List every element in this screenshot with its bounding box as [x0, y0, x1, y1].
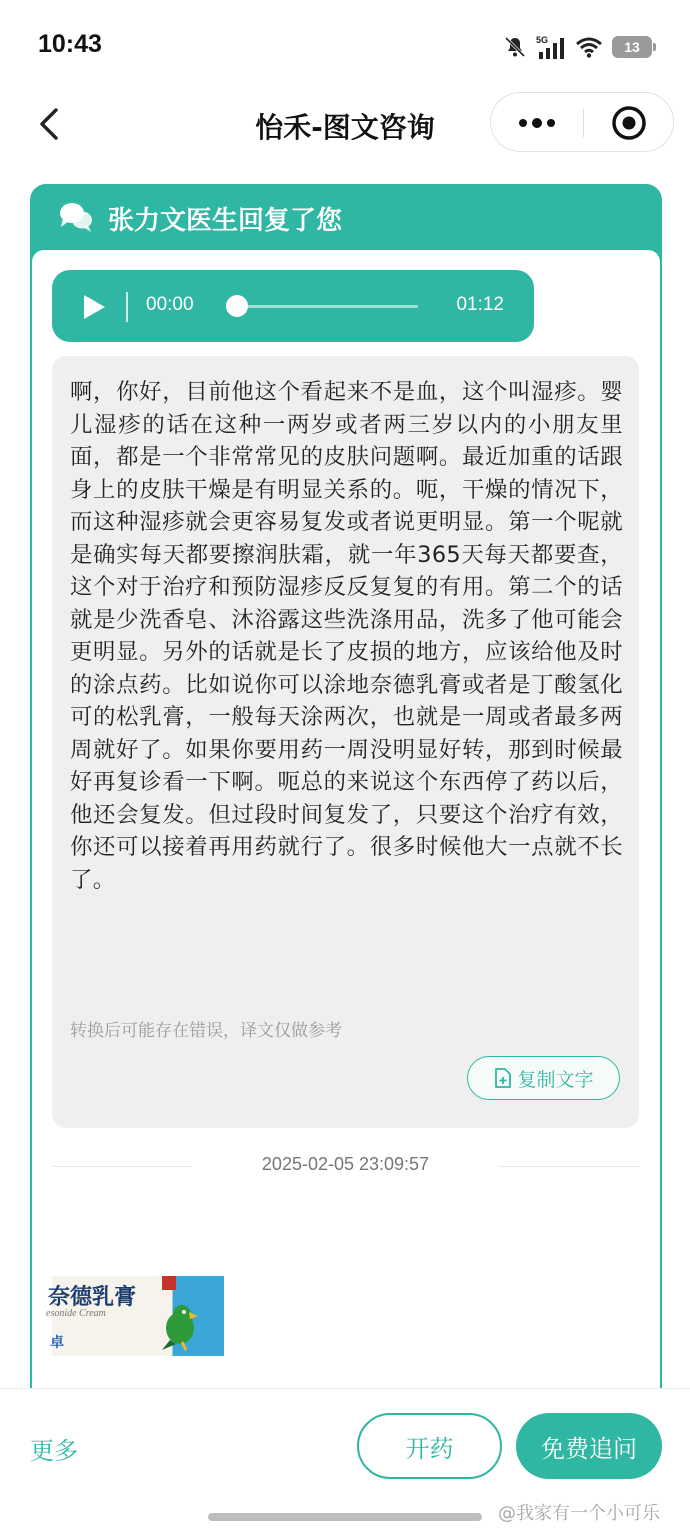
svg-text:5G: 5G: [536, 35, 549, 45]
chat-bubbles-icon: [58, 200, 94, 234]
nav-bar: [0, 92, 690, 158]
message-timestamp-row: [52, 1152, 639, 1182]
card-title: 张力文医生回复了您: [108, 206, 343, 236]
audio-duration: 01:12: [456, 294, 504, 315]
card-body: [32, 250, 660, 1420]
bottom-action-bar: [0, 1388, 690, 1533]
copy-text-button[interactable]: [467, 1056, 620, 1100]
doctor-reply-card: [30, 184, 662, 1414]
message-timestamp: 2025-02-05 23:09:57: [261, 1154, 430, 1174]
home-indicator[interactable]: [208, 1513, 482, 1521]
transcript-box: [52, 356, 639, 1128]
more-link[interactable]: 更多: [30, 1437, 78, 1465]
card-header: [30, 184, 662, 250]
audio-track[interactable]: [232, 305, 418, 308]
free-followup-button[interactable]: 免费追问: [516, 1413, 662, 1479]
status-icons: [503, 32, 652, 62]
audio-separator: [126, 292, 128, 322]
medicine-photo[interactable]: [46, 1276, 224, 1356]
medicine-photo-subtitle: esonide Cream: [46, 1308, 106, 1319]
copy-document-icon: [493, 1067, 513, 1089]
medicine-photo-name: 奈德乳膏: [48, 1284, 137, 1310]
timestamp-divider-right: [499, 1166, 639, 1167]
wifi-icon: [575, 36, 603, 58]
status-bar: [0, 0, 690, 92]
copy-text-label: 复制文字: [517, 1068, 594, 1091]
medicine-rx-mark: [162, 1276, 176, 1290]
parrot-logo-icon: [152, 1300, 208, 1352]
audio-current-time: 00:00: [146, 294, 194, 315]
miniprogram-capsule: [490, 92, 674, 152]
more-dots-icon[interactable]: [515, 107, 559, 139]
play-icon[interactable]: [82, 294, 106, 320]
audio-seek-knob[interactable]: [226, 295, 248, 317]
weibo-watermark: @我家有一个小可乐: [498, 1503, 660, 1524]
translation-disclaimer: 转换后可能存在错误，译文仅做参考: [70, 1021, 342, 1041]
transcript-text: 啊，你好，目前他这个看起来不是血，这个叫湿疹。婴儿湿疹的话在这种一两岁或者两三岁以内的小朋友里面，都是一个非常常见的皮肤问题啊。最近加重的话跟身上的皮肤干燥是有明显关系的。呃，干燥的情况下，而这种湿疹就会更容易复发或者说更明显。第一个呢就是确实每天都要擦润肤霜，就一年365天每天都要查，这个对于治疗和预防湿疹反反复复的有用。第二个的话就是少洗香皂、沐浴露这些洗涤用品，洗多了他可能会更明显。另外的话就是长了皮损的地方，应该给他及时的涂点药。比如说你可以涂地奈德乳膏或者是丁酸氢化可的松乳膏，一般每天涂两次，也就是一周或者最多两周就好了。如果你要用药一周没明显好转，那到时候最好再复诊看一下啊。呃总的来说这个东西停了药以后，他还会复发。但过段时间复发了，只要这个治疗有效，你还可以接着再用药就行了。很多时候他大一点就不长了。: [70, 379, 623, 893]
page-title: 怡禾-图文咨询: [255, 111, 435, 144]
close-miniprogram-icon[interactable]: [609, 103, 649, 143]
cellular-signal-icon: [536, 34, 566, 60]
prescribe-button[interactable]: 开药: [357, 1413, 502, 1479]
audio-player: [52, 270, 534, 342]
mute-bell-icon: [503, 35, 527, 59]
medicine-photo-brand: 卓: [50, 1335, 64, 1351]
capsule-divider: [583, 109, 584, 137]
status-time: 10:43: [38, 30, 102, 58]
battery-indicator: 13: [612, 36, 652, 58]
